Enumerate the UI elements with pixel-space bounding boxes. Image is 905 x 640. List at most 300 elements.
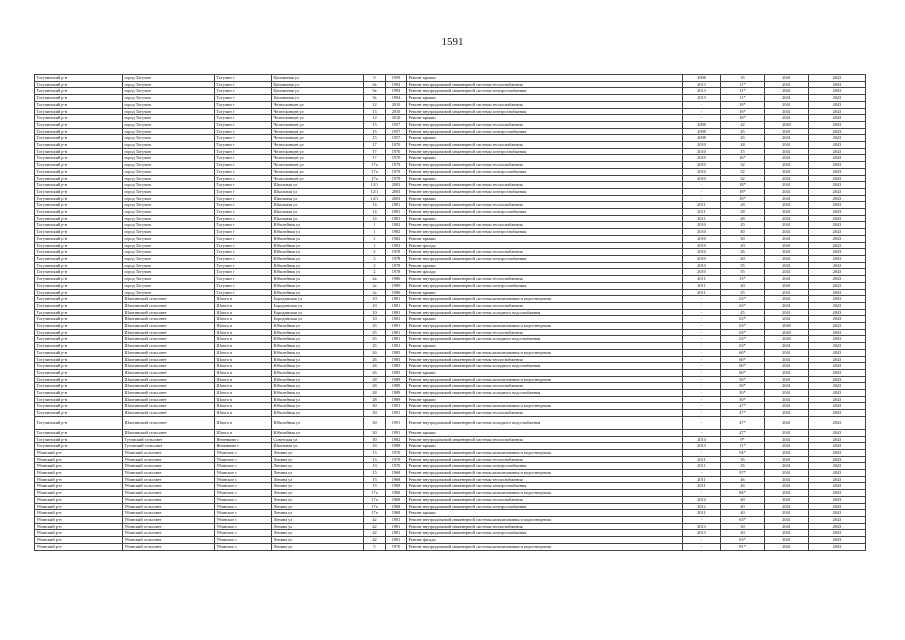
table-row xyxy=(35,255,866,262)
table-cell: Тогучинский р-н xyxy=(35,323,123,330)
table-cell: Тогучинский р-н xyxy=(35,276,123,283)
table-cell: 2043 xyxy=(809,376,866,383)
table-cell: Школьная ул xyxy=(272,209,364,216)
table-cell: 25 xyxy=(364,343,386,350)
table-cell: 12 xyxy=(364,101,386,108)
table-row xyxy=(35,309,866,316)
table-cell: Тогучинский р-н xyxy=(35,175,123,182)
table-cell: 2043 xyxy=(809,503,866,510)
table-cell: 2 xyxy=(364,269,386,276)
table-cell: 2010 xyxy=(683,222,721,229)
table-cell: 45 xyxy=(721,309,765,316)
table-row xyxy=(35,229,866,236)
table-cell: Ленина ул xyxy=(272,523,364,530)
table-cell: Ремонт внутридомовой инженерной системы электроснабжения xyxy=(407,168,683,175)
table-cell: Юбилейная ул xyxy=(272,329,364,336)
table-cell: 2043 xyxy=(809,276,866,283)
table-cell: 1985 xyxy=(386,349,407,356)
table-cell: 2041 xyxy=(765,148,809,155)
table-cell: Ремонт крыши xyxy=(407,155,683,162)
table-cell: 2043 xyxy=(809,242,866,249)
table-cell: 1957 xyxy=(386,121,407,128)
table-cell: Тогучин г xyxy=(215,168,272,175)
table-cell: Юбилейная ул xyxy=(272,276,364,283)
table-cell: Челюскинцев ул xyxy=(272,162,364,169)
table-cell: 25 xyxy=(721,222,765,229)
table-cell: Ленина ул xyxy=(272,449,364,456)
table-row xyxy=(35,81,866,88)
table-cell: город Тогучин xyxy=(123,269,215,276)
table-cell: Тогучин г xyxy=(215,282,272,289)
table-cell: 2043 xyxy=(809,443,866,450)
table-cell: Убинский р-н xyxy=(35,463,123,470)
table-cell: Тогучин г xyxy=(215,269,272,276)
table-cell: 16* xyxy=(721,108,765,115)
table-row xyxy=(35,383,866,390)
table-cell: 2043 xyxy=(809,215,866,222)
table-cell: Тогучин г xyxy=(215,188,272,195)
table-cell: Убинский сельсовет xyxy=(123,476,215,483)
table-cell: 63* xyxy=(721,537,765,544)
table-cell: Бородинская ул xyxy=(272,316,364,323)
table-cell: Тогучин г xyxy=(215,88,272,95)
table-cell: Шахта п xyxy=(215,390,272,397)
table-cell: Тогучин г xyxy=(215,262,272,269)
table-cell: Тогучин г xyxy=(215,289,272,296)
table-cell: 14 xyxy=(364,215,386,222)
table-cell: город Тогучин xyxy=(123,162,215,169)
table-cell: Тогучин г xyxy=(215,215,272,222)
table-cell: 1957 xyxy=(386,135,407,142)
table-cell: Тогучинский р-н xyxy=(35,182,123,189)
table-cell: 2043 xyxy=(809,182,866,189)
table-cell: Ленина ул xyxy=(272,490,364,497)
table-row xyxy=(35,530,866,537)
table-cell: 15* xyxy=(721,276,765,283)
table-cell: 10 xyxy=(364,296,386,303)
table-cell: город Тогучин xyxy=(123,202,215,209)
table-cell: 2041 xyxy=(765,349,809,356)
table-cell: Челюскинцев ул xyxy=(272,135,364,142)
table-cell: - xyxy=(683,376,721,383)
table-cell: Ремонт внутридомовой инженерной системы теплоснабжения xyxy=(407,523,683,530)
table-cell: 46 xyxy=(721,476,765,483)
table-cell: 2041 xyxy=(765,155,809,162)
table-cell: Тогучинский р-н xyxy=(35,188,123,195)
table-cell: Шахтинский сельсовет xyxy=(123,336,215,343)
table-cell: - xyxy=(683,188,721,195)
table-cell: Тогучинский р-н xyxy=(35,108,123,115)
table-cell: 40 xyxy=(721,510,765,517)
table-row xyxy=(35,128,866,135)
table-cell: - xyxy=(683,296,721,303)
table-cell: 40 xyxy=(721,229,765,236)
table-cell: 2043 xyxy=(809,316,866,323)
table-cell: 1970 xyxy=(386,463,407,470)
table-cell: 2043 xyxy=(809,543,866,550)
table-cell: 2041 xyxy=(765,530,809,537)
table-cell: город Тогучин xyxy=(123,235,215,242)
table-cell: Тогучин г xyxy=(215,81,272,88)
table-cell: Убинский сельсовет xyxy=(123,470,215,477)
table-cell: 2010 xyxy=(683,168,721,175)
table-cell: Тогучинский р-н xyxy=(35,376,123,383)
table-cell: 18* xyxy=(721,195,765,202)
table-cell: Тогучинский р-н xyxy=(35,195,123,202)
table-cell: Ремонт фасада xyxy=(407,537,683,544)
table-cell: 2043 xyxy=(809,142,866,149)
table-cell: Шахта п xyxy=(215,336,272,343)
table-cell: Тогучинский р-н xyxy=(35,316,123,323)
table-cell: 1968 xyxy=(386,510,407,517)
table-cell: 2041 xyxy=(765,262,809,269)
table-cell: Убинский сельсовет xyxy=(123,510,215,517)
table-cell: 1994 xyxy=(386,81,407,88)
table-cell: Тогучинский р-н xyxy=(35,142,123,149)
table-cell: Ремонт внутридомовой инженерной системы канализования и водоотведения xyxy=(407,449,683,456)
table-cell: 1968 xyxy=(386,470,407,477)
table-cell: 2041 xyxy=(765,356,809,363)
table-cell: Ремонт крыши xyxy=(407,316,683,323)
repair-schedule-table xyxy=(34,74,865,551)
table-cell: Ремонт внутридомовой инженерной системы канализования и водоотведения xyxy=(407,323,683,330)
table-cell: город Тогучин xyxy=(123,155,215,162)
table-cell: 2043 xyxy=(809,530,866,537)
table-cell: 2041 xyxy=(765,343,809,350)
table-cell: Шахтинский сельсовет xyxy=(123,383,215,390)
table-cell: 10 xyxy=(364,309,386,316)
table-row xyxy=(35,543,866,550)
table-cell: Убинское с xyxy=(215,517,272,524)
table-cell: 2041 xyxy=(765,517,809,524)
table-cell: Ленина ул xyxy=(272,537,364,544)
table-cell: Ремонт внутридомовой инженерной системы теплоснабжения xyxy=(407,456,683,463)
table-cell: - xyxy=(683,390,721,397)
table-body xyxy=(35,75,866,551)
table-cell: 2041 xyxy=(765,523,809,530)
table-cell: 15 xyxy=(364,128,386,135)
table-cell: 1958 xyxy=(386,75,407,82)
table-cell: 2043 xyxy=(809,229,866,236)
table-cell: 45 xyxy=(721,135,765,142)
table-cell: Убинский р-н xyxy=(35,503,123,510)
table-cell: 2041 xyxy=(765,316,809,323)
table-cell: 2041 xyxy=(765,376,809,383)
table-cell: 2041 xyxy=(765,416,809,429)
table-cell: 1981 xyxy=(386,309,407,316)
table-cell: Убинское с xyxy=(215,496,272,503)
table-cell: Школьная ул xyxy=(272,195,364,202)
table-cell: Убинский р-н xyxy=(35,483,123,490)
table-row xyxy=(35,363,866,370)
table-row xyxy=(35,121,866,128)
table-cell: 2019 xyxy=(683,242,721,249)
table-cell: 2041 xyxy=(765,249,809,256)
table-cell: 2 xyxy=(364,249,386,256)
table-row xyxy=(35,215,866,222)
table-cell: 2041 xyxy=(765,483,809,490)
table-cell: Ремонт внутридомовой инженерной системы канализования и водоотведения xyxy=(407,470,683,477)
table-cell: 2041 xyxy=(765,369,809,376)
table-cell: 13 xyxy=(364,449,386,456)
table-cell: Ремонт внутридомовой инженерной системы электроснабжения xyxy=(407,88,683,95)
table-cell: Тогучин г xyxy=(215,242,272,249)
table-cell: 2043 xyxy=(809,390,866,397)
table-cell: Тогучинский р-н xyxy=(35,95,123,102)
table-cell: 2043 xyxy=(809,383,866,390)
table-cell: 13 xyxy=(364,456,386,463)
table-cell: Ремонт фасада xyxy=(407,242,683,249)
table-cell: Шахта п xyxy=(215,363,272,370)
table-cell: Челюскинцев ул xyxy=(272,115,364,122)
table-row xyxy=(35,503,866,510)
table-cell: 26 xyxy=(364,349,386,356)
table-cell: 2043 xyxy=(809,517,866,524)
table-cell: 2043 xyxy=(809,195,866,202)
table-cell: 2041 xyxy=(765,289,809,296)
table-row xyxy=(35,175,866,182)
table-cell: 16 xyxy=(364,443,386,450)
table-cell: Ленина ул xyxy=(272,503,364,510)
table-cell: Тогучинский р-н xyxy=(35,229,123,236)
table-cell: Ремонт крыши xyxy=(407,215,683,222)
table-cell: 2043 xyxy=(809,302,866,309)
table-row xyxy=(35,222,866,229)
table-cell: Шахтинский сельсовет xyxy=(123,369,215,376)
table-row xyxy=(35,436,866,443)
table-row xyxy=(35,390,866,397)
table-cell: Ремонт крыши xyxy=(407,75,683,82)
table-cell: 2041 xyxy=(765,188,809,195)
table-cell: Тогучинский р-н xyxy=(35,148,123,155)
table-cell: Цеплинная ул xyxy=(272,88,364,95)
table-cell: Тогучинский р-н xyxy=(35,168,123,175)
table-cell: 46 xyxy=(721,483,765,490)
table-cell: Шахта п xyxy=(215,416,272,429)
table-cell: 12 xyxy=(364,115,386,122)
table-cell: 2043 xyxy=(809,510,866,517)
table-cell: Ремонт внутридомовой инженерной системы электроснабжения xyxy=(407,229,683,236)
table-cell: 2014 xyxy=(683,436,721,443)
table-cell: 2043 xyxy=(809,496,866,503)
table-cell: 2043 xyxy=(809,75,866,82)
table-cell: Тогучин г xyxy=(215,229,272,236)
table-cell: 30 xyxy=(364,436,386,443)
table-cell: Челюскинцев ул xyxy=(272,101,364,108)
table-cell: Цеплинная ул xyxy=(272,75,364,82)
table-cell: 18* xyxy=(721,182,765,189)
table-cell: 2041 xyxy=(765,195,809,202)
table-cell: Тогучинский р-н xyxy=(35,222,123,229)
table-cell: Убинский сельсовет xyxy=(123,530,215,537)
table-cell: Ремонт крыши xyxy=(407,369,683,376)
table-cell: Челюскинцев ул xyxy=(272,168,364,175)
table-cell: Ремонт внутридомовой инженерной системы теплоснабжения xyxy=(407,476,683,483)
table-cell: Ремонт внутридомовой инженерной системы теплоснабжения xyxy=(407,302,683,309)
table-cell: 1981 xyxy=(386,209,407,216)
table-cell: 35 xyxy=(721,75,765,82)
table-cell: 1985 xyxy=(386,363,407,370)
table-cell: Шахтинский сельсовет xyxy=(123,316,215,323)
table-cell: Убинское с xyxy=(215,476,272,483)
table-cell: 2а xyxy=(364,289,386,296)
table-cell: город Тогучин xyxy=(123,142,215,149)
table-cell: Шахтинский сельсовет xyxy=(123,376,215,383)
table-cell: Тогучин г xyxy=(215,95,272,102)
table-cell: 2041 xyxy=(765,456,809,463)
table-cell: 32 xyxy=(721,168,765,175)
table-cell: Тогучинский р-н xyxy=(35,249,123,256)
table-cell: 2041 xyxy=(765,142,809,149)
table-cell: 2043 xyxy=(809,490,866,497)
table-cell: Ленина ул xyxy=(272,463,364,470)
table-cell: город Тогучин xyxy=(123,182,215,189)
table-cell: Школьная ул xyxy=(272,215,364,222)
table-cell: Челюскинцев ул xyxy=(272,148,364,155)
table-cell: Тогучин г xyxy=(215,195,272,202)
table-cell: город Тогучин xyxy=(123,121,215,128)
table-cell: 1982 xyxy=(386,436,407,443)
table-row xyxy=(35,483,866,490)
table-cell: Цеплинная ул xyxy=(272,81,364,88)
table-cell: 1988 xyxy=(386,443,407,450)
table-cell: Юбилейная ул xyxy=(272,249,364,256)
table-cell: Ленина ул xyxy=(272,517,364,524)
table-cell: 2043 xyxy=(809,323,866,330)
table-cell: 60* xyxy=(721,349,765,356)
table-cell: 28 xyxy=(721,215,765,222)
table-cell: 63* xyxy=(721,343,765,350)
table-cell: Ленина ул xyxy=(272,510,364,517)
table-cell: 47* xyxy=(721,416,765,429)
table-cell: 1970 xyxy=(386,543,407,550)
table-cell: 17а xyxy=(364,503,386,510)
table-cell: 2011 xyxy=(683,282,721,289)
table-cell: - xyxy=(683,449,721,456)
table-cell: 2011 xyxy=(683,463,721,470)
table-cell: Ремонт внутридомовой инженерной системы теплоснабжения xyxy=(407,162,683,169)
table-cell: 2041 xyxy=(765,476,809,483)
table-cell: 1970 xyxy=(386,155,407,162)
table-cell: Ремонт внутридомовой инженерной системы холодного водоснабжения xyxy=(407,309,683,316)
table-cell: - xyxy=(683,316,721,323)
table-cell: Шахта п xyxy=(215,403,272,410)
table-cell: Шахта п xyxy=(215,343,272,350)
table-cell: Тогучинский р-н xyxy=(35,329,123,336)
table-cell: 2043 xyxy=(809,309,866,316)
table-cell: Юбилейная ул xyxy=(272,269,364,276)
table-cell: Тогучинский р-н xyxy=(35,75,123,82)
table-cell: Убинский р-н xyxy=(35,496,123,503)
table-row xyxy=(35,376,866,383)
table-cell: 1968 xyxy=(386,503,407,510)
table-cell: - xyxy=(683,356,721,363)
table-cell: 2013 xyxy=(683,81,721,88)
table-row xyxy=(35,195,866,202)
table-cell: Бородинская ул xyxy=(272,302,364,309)
table-cell: Убинский р-н xyxy=(35,470,123,477)
table-cell: 1981 xyxy=(386,329,407,336)
table-cell: 26 xyxy=(364,356,386,363)
table-cell: 2041 xyxy=(765,269,809,276)
table-cell: 63* xyxy=(721,302,765,309)
table-cell: Ремонт внутридомовой инженерной системы электроснабжения xyxy=(407,209,683,216)
table-cell: город Тогучин xyxy=(123,75,215,82)
table-cell: Школьная ул xyxy=(272,182,364,189)
table-cell: Юбилейная ул xyxy=(272,229,364,236)
table-cell: город Тогучин xyxy=(123,222,215,229)
table-cell: 5 xyxy=(364,543,386,550)
table-cell: 17 xyxy=(364,142,386,149)
table-cell: Ремонт крыши xyxy=(407,443,683,450)
table-cell: 2010 xyxy=(683,148,721,155)
table-cell: 1981 xyxy=(386,517,407,524)
table-cell: 28 xyxy=(721,142,765,149)
table-cell: 17а xyxy=(364,168,386,175)
table-cell: 2041 xyxy=(765,101,809,108)
table-cell: 11* xyxy=(721,95,765,102)
table-cell: город Тогучин xyxy=(123,255,215,262)
table-row xyxy=(35,323,866,330)
table-cell: 63* xyxy=(721,336,765,343)
table-cell: Шахта п xyxy=(215,429,272,436)
table-cell: город Тогучин xyxy=(123,188,215,195)
table-cell: 2041 xyxy=(765,390,809,397)
table-cell: Ремонт внутридомовой инженерной системы электроснабжения xyxy=(407,483,683,490)
table-cell: 2041 xyxy=(765,496,809,503)
table-cell: 2008 xyxy=(683,128,721,135)
table-row xyxy=(35,336,866,343)
table-cell: 2041 xyxy=(765,235,809,242)
table-cell: 40 xyxy=(721,496,765,503)
table-cell: Тогучин г xyxy=(215,135,272,142)
table-cell: Ремонт внутридомовой инженерной системы теплоснабжения xyxy=(407,121,683,128)
table-cell: 1994 xyxy=(386,95,407,102)
table-cell: 1981 xyxy=(386,302,407,309)
table-cell: Ремонт внутридомовой инженерной системы электроснабжения xyxy=(407,463,683,470)
table-cell: 1981 xyxy=(386,523,407,530)
table-cell: 2 xyxy=(364,255,386,262)
table-cell: 1989 xyxy=(386,376,407,383)
table-cell: Тогучин г xyxy=(215,101,272,108)
table-cell: Тогучинский р-н xyxy=(35,390,123,397)
table-row xyxy=(35,269,866,276)
table-cell: - xyxy=(683,470,721,477)
table-cell: 2010 xyxy=(683,175,721,182)
table-cell: 94* xyxy=(721,449,765,456)
table-cell: 30 xyxy=(364,410,386,417)
table-cell: Тогучинский р-н xyxy=(35,128,123,135)
table-cell: 2040 xyxy=(765,336,809,343)
table-cell: Убинский р-н xyxy=(35,543,123,550)
table-cell: Тогучин г xyxy=(215,209,272,216)
table-cell: 2043 xyxy=(809,483,866,490)
table-cell: Ремонт внутридомовой инженерной системы электроснабжения xyxy=(407,188,683,195)
table-cell: 28 xyxy=(364,376,386,383)
table-cell: 2041 xyxy=(765,403,809,410)
table-cell: 63* xyxy=(721,323,765,330)
table-cell: 1980 xyxy=(386,289,407,296)
table-cell: Ремонт крыши xyxy=(407,510,683,517)
table-cell: 25 xyxy=(721,289,765,296)
table-cell: 2041 xyxy=(765,255,809,262)
table-cell: город Тогучин xyxy=(123,229,215,236)
table-cell: 2043 xyxy=(809,296,866,303)
table-cell: Ремонт внутридомовой инженерной системы холодного водоснабжения xyxy=(407,363,683,370)
table-cell: - xyxy=(683,309,721,316)
table-cell: город Тогучин xyxy=(123,108,215,115)
table-cell: Шахтинский сельсовет xyxy=(123,363,215,370)
